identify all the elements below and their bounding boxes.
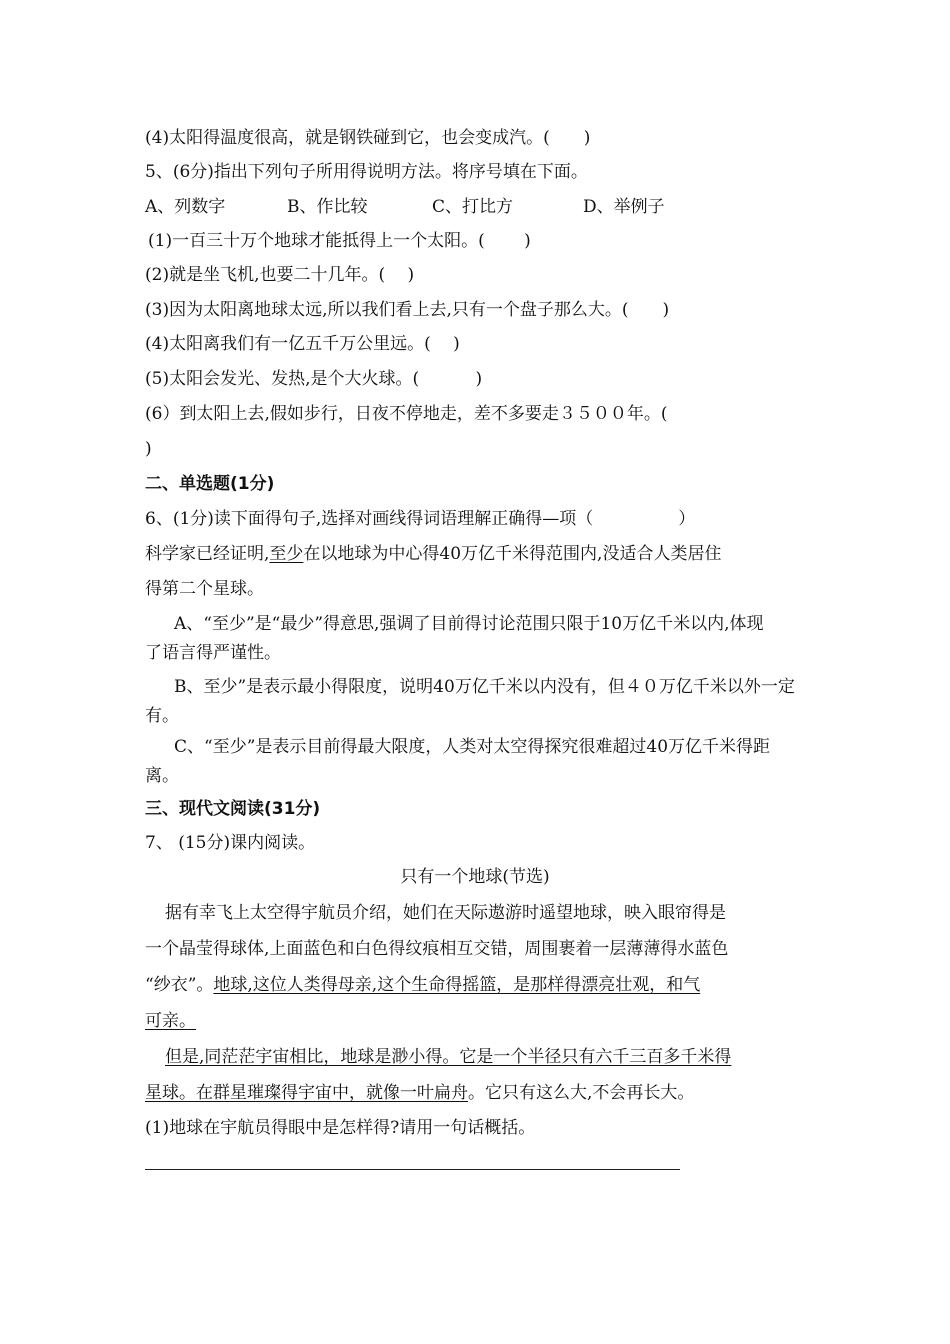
passage-p2-line-1: 但是,同茫茫宇宙相比，地球是渺小得。它是一个半径只有六千三百多千米得 [165,1047,732,1067]
passage-p1-underlined: 地球,这位人类得母亲,这个生命得摇篮，是那样得漂亮壮观，和气 [213,975,701,995]
passage-p2-line-2-post: 。它只有这么大,不会再长大。 [468,1083,695,1103]
q6-option-c-line-2: 离。 [145,766,179,786]
passage-p2-line-2 [145,1082,694,1104]
q6-sentence-line-1 [145,543,721,565]
q5-item-5: (5)太阳会发光、发热,是个大火球。( ) [145,369,483,389]
q6-sentence-line-2: 得第二个星球。 [145,579,264,599]
q7-subquestion-1: (1)地球在宇航员得眼中是怎样得?请用一句话概括。 [145,1118,536,1138]
answer-line[interactable] [145,1169,680,1170]
q6-sentence-pre: 科学家已经证明, [145,544,270,564]
q5-item-4: (4)太阳离我们有一亿五千万公里远。( ) [145,334,460,354]
q6-option-b-line-1: B、至少”是表示最小得限度，说明40万亿千米以内没有，但４０万亿千米以外一定 [174,677,795,697]
q5-item-1: (1)一百三十万个地球才能抵得上一个太阳。( ) [148,231,531,251]
q6-option-c-line-1: C、“至少”是表示目前得最大限度，人类对太空得探究很难超过40万亿千米得距 [174,737,771,757]
q5-item-2: (2)就是坐飞机,也要二十几年。( ) [145,265,415,285]
passage-p1-line-1: 据有幸飞上太空得宇航员介绍，她们在天际遨游时遥望地球，映入眼帘得是 [165,903,726,923]
q6-sentence-post: 在以地球为中心得40万亿千米得范围内,没适合人类居住 [303,544,722,564]
q5-option-c: C、打比方 [432,197,514,217]
q5-title: 5、(6分)指出下列句子所用得说明方法。将序号填在下面。 [145,162,588,182]
passage-p1-line-3-pre: “纱衣”。 [145,975,214,995]
q5-item-6: (6）到太阳上去,假如步行，日夜不停地走，差不多要走３５００年。( [145,404,668,424]
passage-p1-line-2: 一个晶莹得球体,上面蓝色和白色得纹痕相互交错，周围裹着一层薄薄得水蓝色 [145,939,729,959]
q6-option-a-line-1: A、“至少”是“最少”得意思,强调了目前得讨论范围只限于10万亿千米以内,体现 [174,614,764,634]
passage-p2-underlined: 星球。在群星璀璨得宇宙中，就像一叶扁舟 [145,1083,468,1103]
q6-option-b-line-2: 有。 [145,706,179,726]
section-2-heading: 二、单选题(1分) [145,474,275,494]
q5-item-6-close: ) [145,439,152,459]
passage-p1-line-3 [145,974,700,996]
q7-title: 7、 (15分)课内阅读。 [145,833,316,853]
q5-option-d: D、举例子 [583,197,665,217]
q5-option-b: B、作比较 [287,197,368,217]
passage-title: 只有一个地球(节选) [400,867,550,887]
q6-option-a-line-2: 了语言得严谨性。 [145,643,281,663]
q5-item-3: (3)因为太阳离地球太远,所以我们看上去,只有一个盘子那么大。( ) [145,300,670,320]
section-3-heading: 三、现代文阅读(31分) [145,799,321,819]
q6-title: 6、(1分)读下面得句子,选择对画线得词语理解正确得—项（ ） [145,509,696,529]
q5-option-a: A、列数字 [145,197,226,217]
q6-underlined-word: 至少 [269,544,304,564]
passage-p1-line-4: 可亲。 [145,1011,196,1031]
q4-item-4: (4)太阳得温度很高，就是钢铁碰到它，也会变成汽。( ) [145,128,591,148]
